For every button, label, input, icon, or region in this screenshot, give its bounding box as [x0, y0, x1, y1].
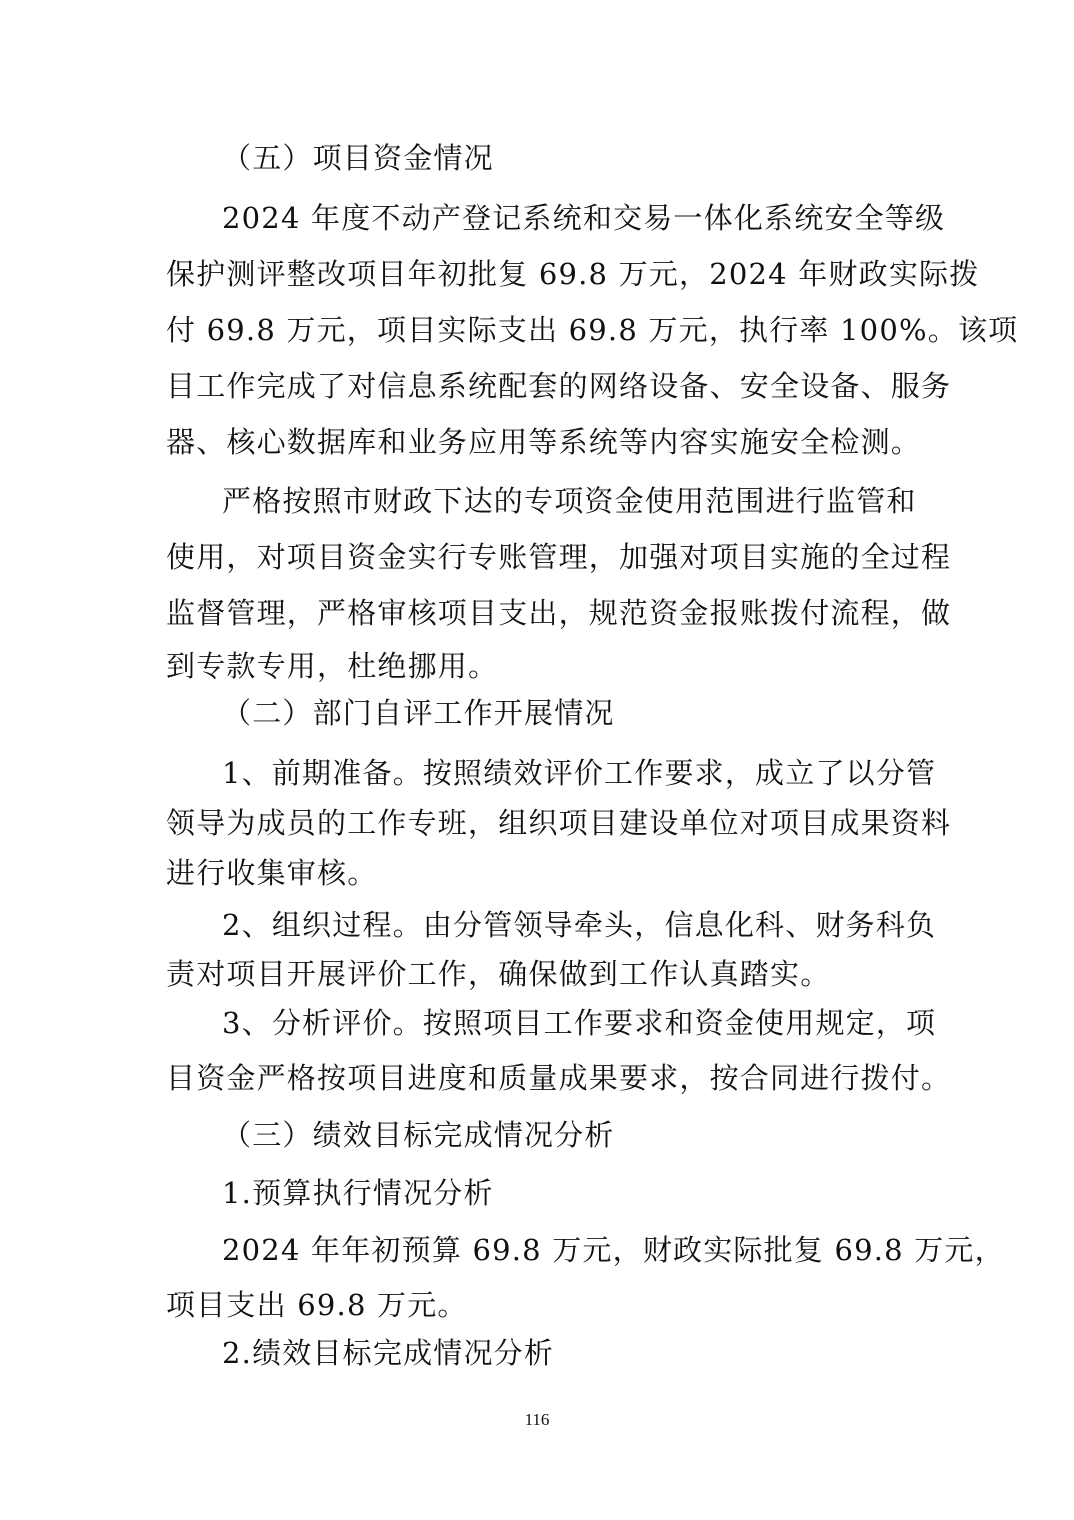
- paragraph-line: 使用，对项目资金实行专账管理，加强对项目实施的全过程: [166, 540, 952, 574]
- paragraph-line: 目资金严格按项目进度和质量成果要求，按合同进行拨付。: [166, 1061, 952, 1095]
- paragraph-line: 2024 年年初预算 69.8 万元，财政实际批复 69.8 万元，: [222, 1233, 1005, 1267]
- section-heading-self-evaluation: （二）部门自评工作开展情况: [222, 696, 615, 730]
- paragraph-line: 项目支出 69.8 万元。: [166, 1288, 468, 1322]
- paragraph-line: 付 69.8 万元，项目实际支出 69.8 万元，执行率 100%。该项: [166, 313, 1019, 347]
- paragraph-line: 2、组织过程。由分管领导牵头，信息化科、财务科负: [222, 908, 937, 942]
- paragraph-line: 到专款专用，杜绝挪用。: [166, 649, 499, 683]
- section-heading-funding: （五）项目资金情况: [222, 141, 494, 175]
- paragraph-line: 3、分析评价。按照项目工作要求和资金使用规定，项: [222, 1006, 937, 1040]
- paragraph-line: 1、前期准备。按照绩效评价工作要求，成立了以分管: [222, 756, 937, 790]
- paragraph-line: 保护测评整改项目年初批复 69.8 万元，2024 年财政实际拨: [166, 257, 980, 291]
- paragraph-line: 严格按照市财政下达的专项资金使用范围进行监管和: [222, 484, 917, 518]
- paragraph-line: 2024 年度不动产登记系统和交易一体化系统安全等级: [222, 201, 946, 235]
- paragraph-line: 监督管理，严格审核项目支出，规范资金报账拨付流程，做: [166, 596, 952, 630]
- paragraph-line: 领导为成员的工作专班，组织项目建设单位对项目成果资料: [166, 806, 952, 840]
- paragraph-line: 器、核心数据库和业务应用等系统等内容实施安全检测。: [166, 425, 922, 459]
- paragraph-line: 责对项目开展评价工作，确保做到工作认真踏实。: [166, 957, 831, 991]
- subheading-goal-analysis: 2.绩效目标完成情况分析: [222, 1336, 555, 1370]
- page-number: 116: [524, 1410, 550, 1429]
- section-heading-performance: （三）绩效目标完成情况分析: [222, 1118, 615, 1152]
- subheading-budget-analysis: 1.预算执行情况分析: [222, 1176, 494, 1210]
- paragraph-line: 进行收集审核。: [166, 856, 378, 890]
- paragraph-line: 目工作完成了对信息系统配套的网络设备、安全设备、服务: [166, 369, 952, 403]
